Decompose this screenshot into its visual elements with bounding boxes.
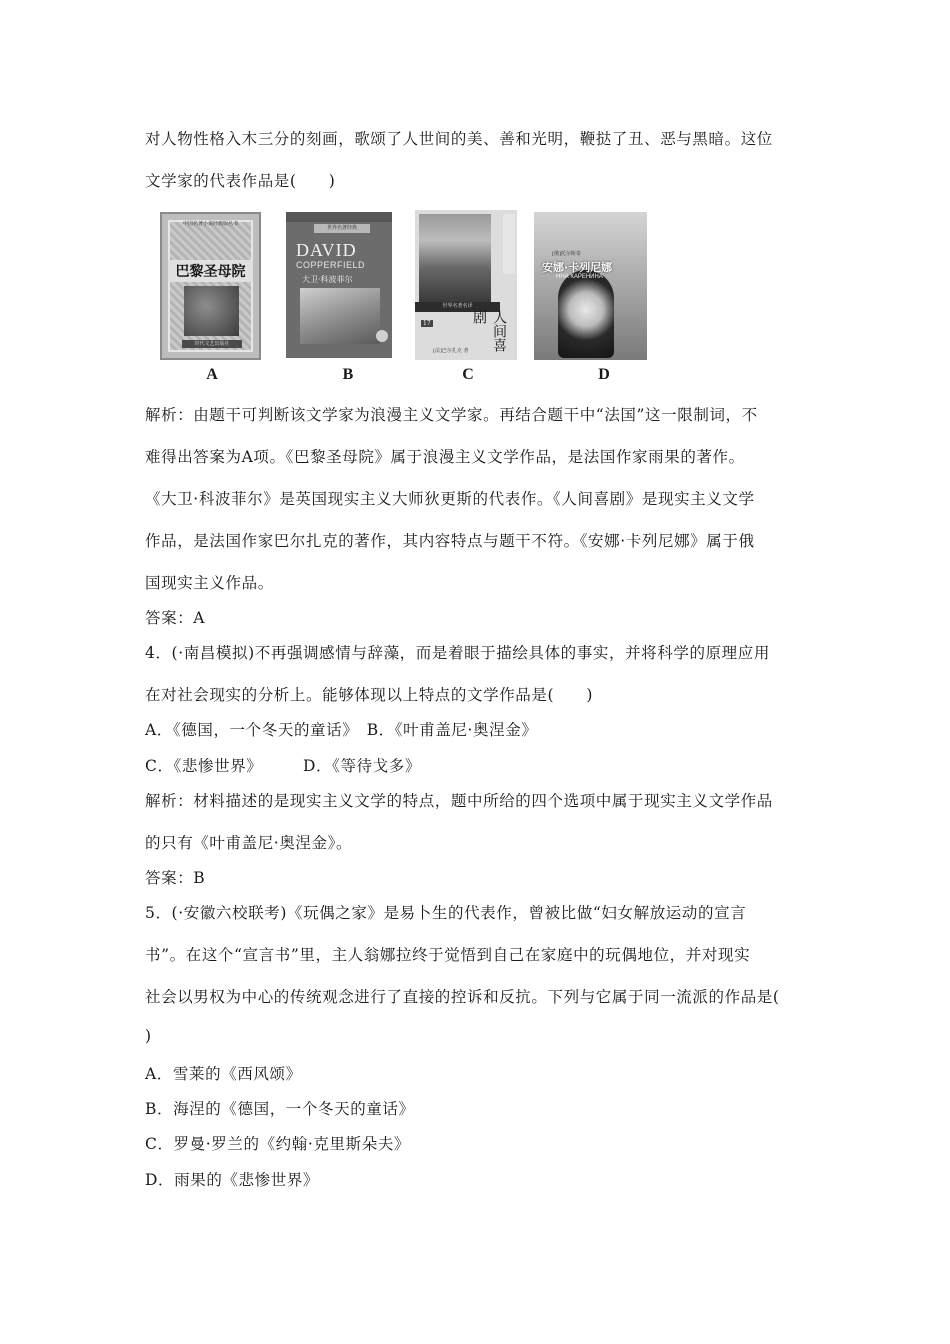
answer-3: 答案：A xyxy=(145,609,206,627)
option-d-caption: D xyxy=(598,366,610,383)
question-5-line-4: ) xyxy=(145,1027,152,1045)
cover-illustration xyxy=(300,288,380,344)
answer-4: 答案：B xyxy=(145,869,206,887)
question-5-option-a: A．雪莱的《西风颂》 xyxy=(145,1065,302,1083)
question-4-options-ab: A．《德国，一个冬天的童话》 B．《叶甫盖尼·奥涅金》 xyxy=(145,721,538,739)
cover-side-strip xyxy=(503,214,515,274)
question-5-line-3: 社会以男权为中心的传统观念进行了直接的控诉和反抗。下列与它属于同一流派的作品是( xyxy=(145,988,780,1006)
analysis-line-1: 解析：由题干可判断该文学家为浪漫主义文学家。再结合题干中“法国”这一限制词，不 xyxy=(145,406,758,424)
cover-publisher: 时代文艺出版社 xyxy=(182,340,242,348)
question-5-line-2: 书”。在这个“宣言书”里，主人翁娜拉终于觉悟到自己在家庭中的玩偶地位，并对现实 xyxy=(145,946,751,964)
analysis-line-5: 国现实主义作品。 xyxy=(145,574,274,592)
option-b-caption: B xyxy=(342,366,354,383)
question-5-line-1: 5．(·安徽六校联考)《玩偶之家》是易卜生的代表作，曾被比做“妇女解放运动的宣言 xyxy=(145,904,747,922)
cover-volume-number: 17 xyxy=(423,320,431,327)
cover-title: 安娜·卡列尼娜 xyxy=(542,261,613,274)
cover-band xyxy=(286,212,392,222)
cover-title-en-2: COPPERFIELD xyxy=(296,260,366,270)
analysis-line-2: 难得出答案为A项。《巴黎圣母院》属于浪漫主义文学作品，是法国作家雨果的著作。 xyxy=(145,448,745,466)
analysis-4-line-2: 的只有《叶甫盖尼·奥涅金》。 xyxy=(145,834,353,852)
question-5-option-d: D．雨果的《悲惨世界》 xyxy=(145,1171,320,1189)
cover-author: [法]巴尔扎克 著 xyxy=(433,348,469,354)
cover-series-label: 世界名著经典 xyxy=(314,224,370,233)
cover-title-en: ННА КАРЕНИНА xyxy=(556,274,603,280)
cover-david-copperfield xyxy=(286,212,392,358)
cover-title: 人间喜剧 xyxy=(471,310,507,352)
cover-title-en-1: DAVID xyxy=(296,240,357,260)
question-4-options-cd: C．《悲惨世界》 D．《等待戈多》 xyxy=(145,757,421,775)
option-c-caption: C xyxy=(462,366,474,383)
cover-human-comedy xyxy=(415,210,517,360)
question-5-option-b: B．海涅的《德国，一个冬天的童话》 xyxy=(145,1100,415,1118)
option-a-caption: A xyxy=(206,366,218,383)
question-5-option-c: C．罗曼·罗兰的《约翰·克里斯朵夫》 xyxy=(145,1135,411,1153)
cover-title-cn: 大卫·科波菲尔 xyxy=(302,275,353,284)
analysis-line-4: 作品，是法国作家巴尔扎克的著作，其内容特点与题干不符。《安娜·卡列尼娜》属于俄 xyxy=(145,532,755,550)
question-4-line-1: 4．(·南昌模拟)不再强调感情与辞藻，而是着眼于描绘具体的事实，并将科学的原理应用 xyxy=(145,644,770,662)
cover-series-text: 中国名著小说经典版丛书 xyxy=(182,221,238,227)
cover-title: 巴黎圣母院 xyxy=(168,260,253,282)
question-3-stem-line-1: 对人物性格入木三分的刻画，歌颂了人世间的美、善和光明，鞭挞了丑、恶与黑暗。这位 xyxy=(145,130,773,148)
analysis-line-3: 《大卫·科波菲尔》是英国现实主义大师狄更斯的代表作。《人间喜剧》是现实主义文学 xyxy=(145,490,755,508)
cover-illustration xyxy=(184,286,239,336)
analysis-4-line-1: 解析：材料描述的是现实主义文学的特点，题中所给的四个选项中属于现实主义文学作品 xyxy=(145,792,773,810)
cover-castle-photo xyxy=(419,214,491,302)
question-4-line-2: 在对社会现实的分析上。能够体现以上特点的文学作品是( ) xyxy=(145,686,593,704)
cover-series-strip: 世界名著名译 xyxy=(415,302,500,312)
cover-seal-icon xyxy=(376,330,388,342)
cover-portrait xyxy=(558,270,614,358)
cover-anna-karenina xyxy=(534,212,647,360)
cover-author: [俄]托尔斯泰 xyxy=(552,251,581,257)
question-3-stem-line-2: 文学家的代表作品是( ) xyxy=(145,172,336,190)
cover-notre-dame xyxy=(160,212,261,360)
